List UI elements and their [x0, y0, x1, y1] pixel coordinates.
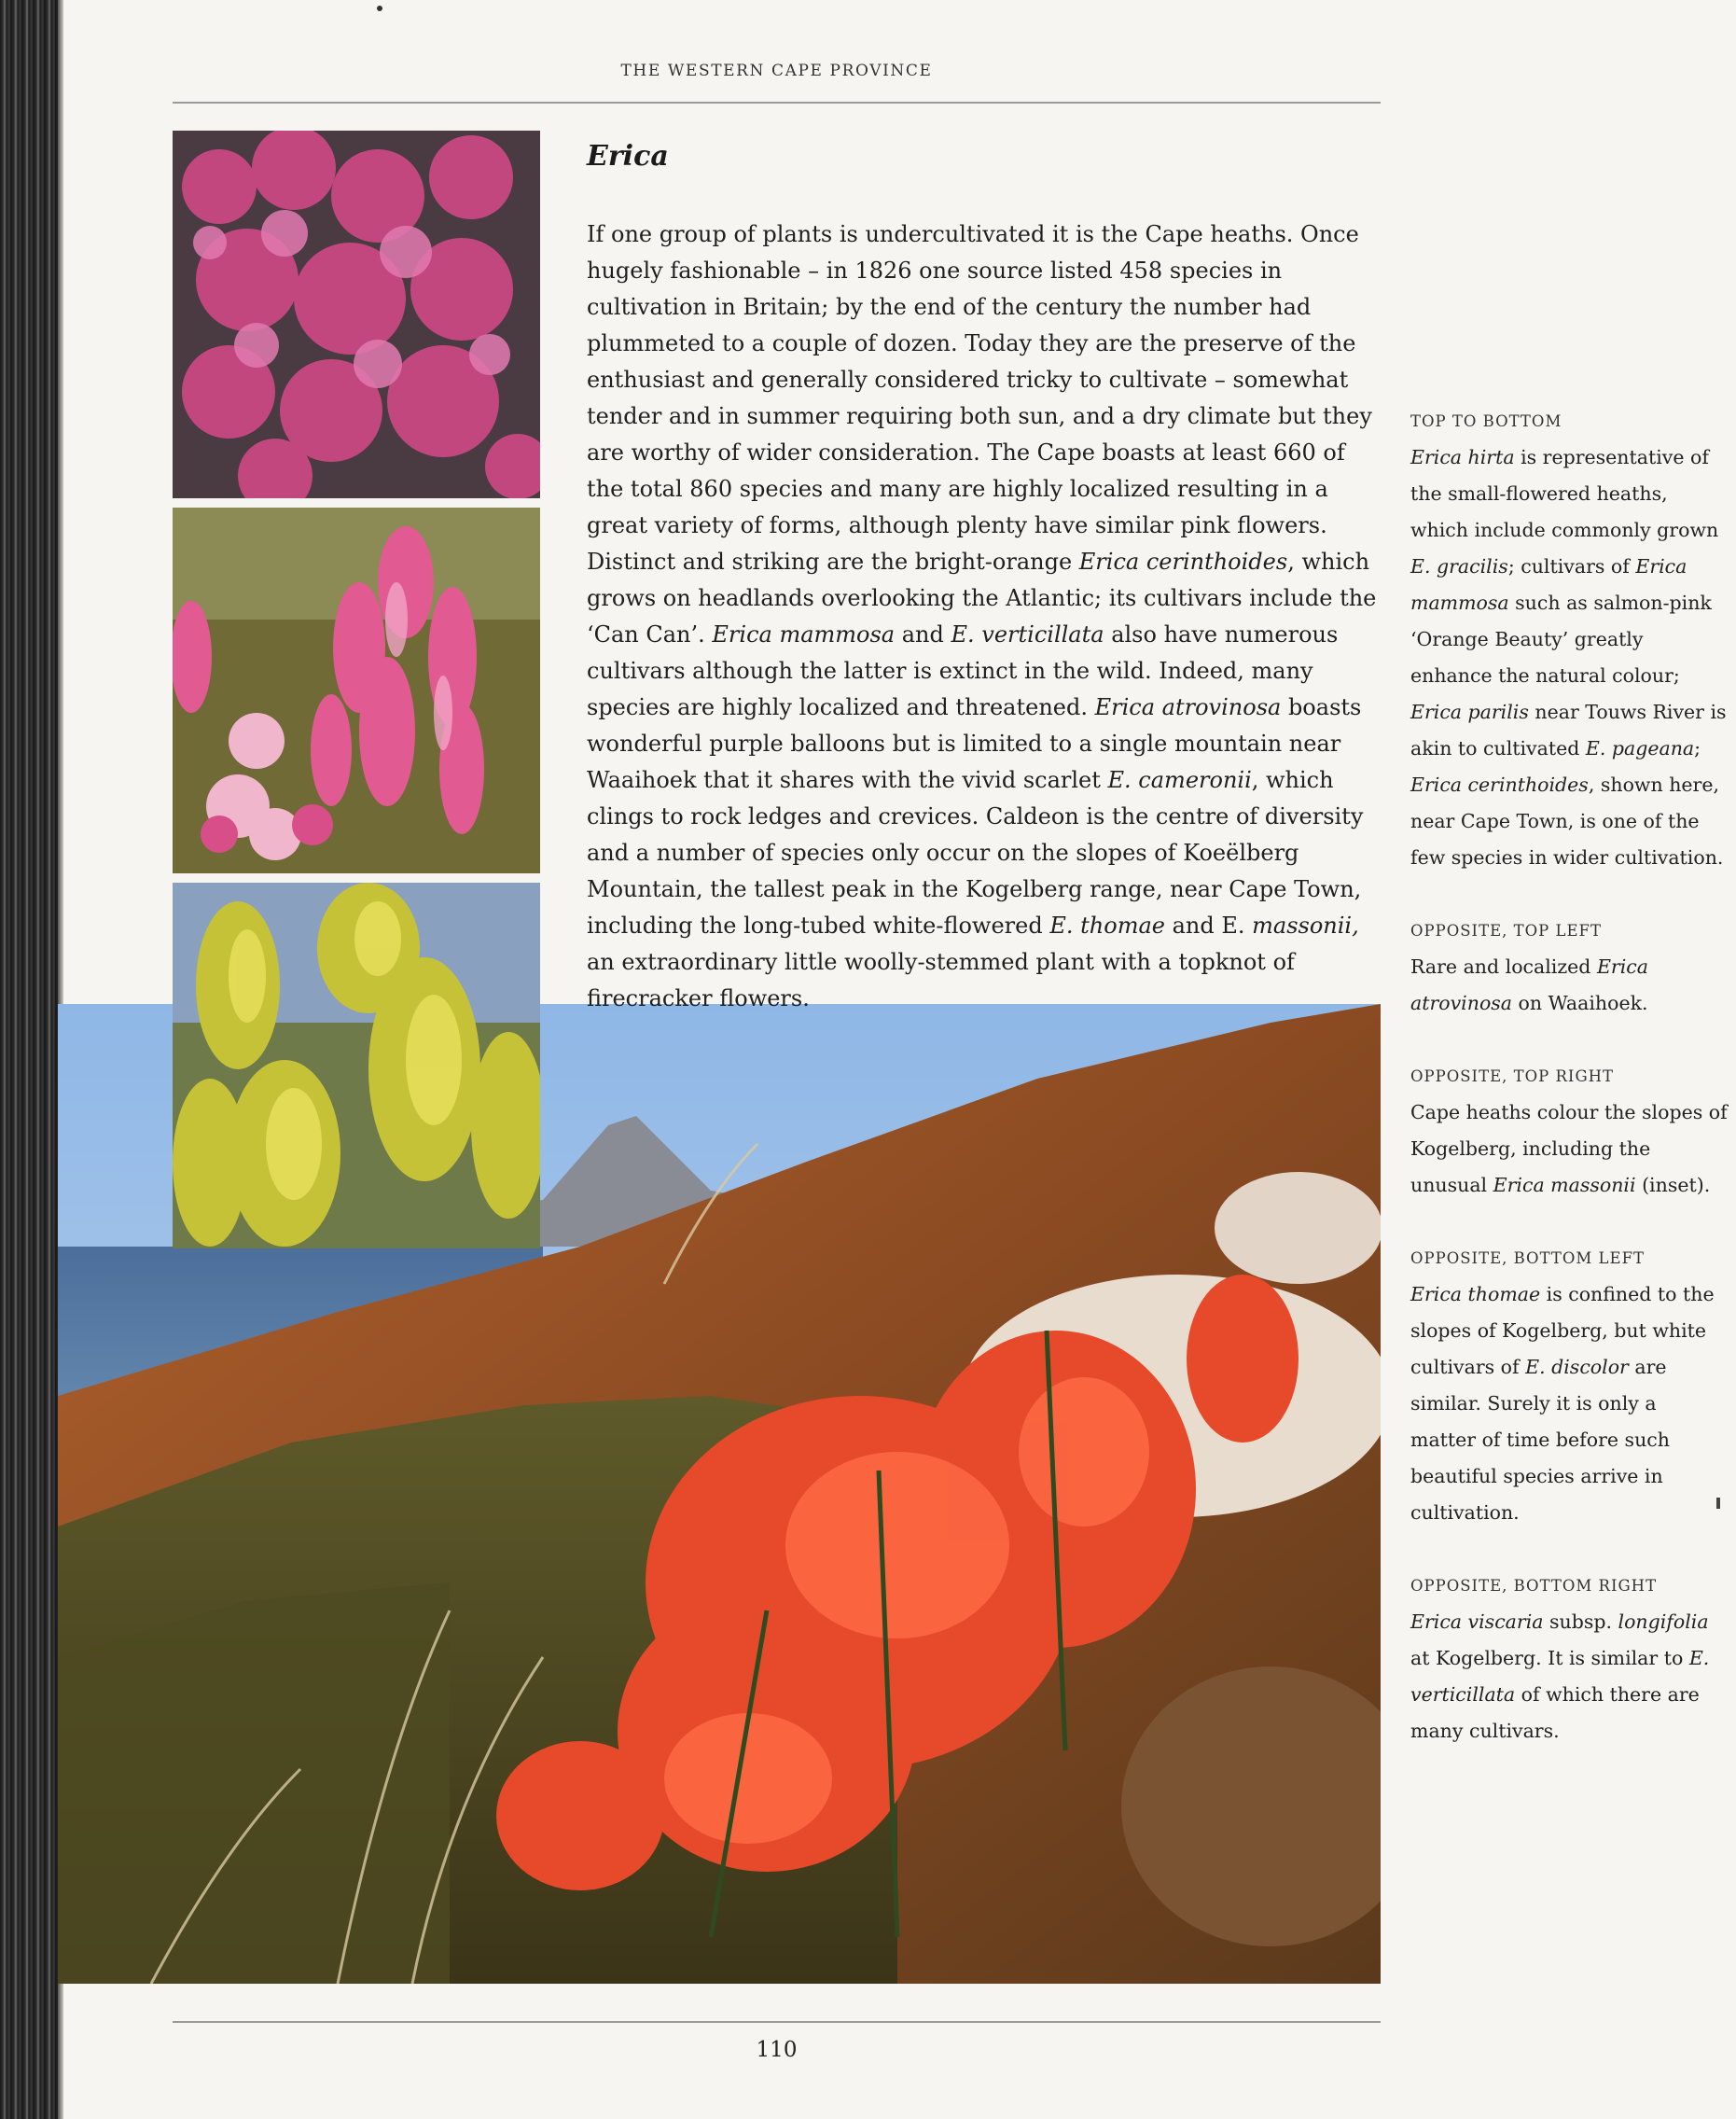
- text-run: (inset).: [1635, 1174, 1711, 1196]
- text-run: ; cultivars of: [1507, 555, 1636, 578]
- caption-text: [1410, 1094, 1728, 1204]
- species-name: Erica atrovinosa: [1094, 694, 1282, 720]
- text-run: and: [895, 621, 951, 648]
- caption-block: [1410, 1568, 1728, 1750]
- caption-heading: TOP TO BOTTOM: [1410, 412, 1562, 430]
- text-run: Cape heaths colour the slopes of Kogelberg, including the unusual: [1410, 1101, 1728, 1196]
- text-run: is representative of the small-flowered heaths, which include commonly grown: [1410, 446, 1719, 541]
- text-run: also have numerous cultivars although the latter is extinct in the wild. Indeed, many species are highly localized and threatened.: [587, 621, 1339, 720]
- photo-erica-hirta: [173, 131, 540, 498]
- caption-column: [1410, 403, 1728, 1786]
- species-name: Erica mammosa: [1410, 555, 1687, 614]
- species-name: E. verticillata: [1410, 1647, 1710, 1706]
- species-name: massonii,: [1252, 913, 1359, 939]
- caption-text: [1410, 439, 1728, 876]
- header-rule: [173, 102, 1381, 104]
- caption-block: [1410, 913, 1728, 1022]
- text-run: an extraordinary little woolly-stemmed plant with a topknot of firecracker flowers.: [587, 949, 1295, 1011]
- article-paragraph: [587, 216, 1383, 1017]
- caption-heading: OPPOSITE, BOTTOM RIGHT: [1410, 1577, 1658, 1595]
- caption-text: [1410, 1276, 1728, 1531]
- text-run: subsp.: [1543, 1610, 1618, 1633]
- species-name: Erica cerinthoides: [1078, 549, 1288, 575]
- caption-heading: OPPOSITE, TOP LEFT: [1410, 922, 1602, 940]
- text-run: near Touws River is akin to cultivated: [1410, 701, 1727, 760]
- text-run: boasts wonderful purple balloons but is limited to a single mountain near Waaihoek that it shares with the vivid scarlet: [587, 694, 1362, 793]
- species-name: Erica hirta: [1410, 446, 1515, 468]
- section-heading: Erica: [587, 140, 669, 173]
- footer-rule: [173, 2021, 1381, 2023]
- text-run: such as salmon-pink ‘Orange Beauty’ greatly enhance the natural colour;: [1410, 592, 1712, 687]
- text-run: on Waaihoek.: [1512, 992, 1648, 1014]
- caption-block: [1410, 1240, 1728, 1531]
- caption-text: [1410, 1604, 1728, 1750]
- running-head: THE WESTERN CAPE PROVINCE: [620, 62, 933, 80]
- text-run: is confined to the slopes of Kogelberg, but white cultivars of: [1410, 1283, 1715, 1378]
- species-name: E. thomae: [1049, 913, 1165, 939]
- species-name: E. cameronii: [1107, 767, 1252, 793]
- page-speck: [377, 6, 382, 11]
- species-name: E. gracilis: [1410, 555, 1508, 578]
- article-body: [587, 216, 1383, 1017]
- species-name: Erica parilis: [1410, 701, 1529, 723]
- text-run: of which there are many cultivars.: [1410, 1683, 1700, 1742]
- species-name: E. verticillata: [951, 621, 1104, 648]
- text-run: ;: [1694, 737, 1701, 760]
- caption-heading: OPPOSITE, TOP RIGHT: [1410, 1067, 1615, 1085]
- photo-erica-mammosa: [173, 508, 540, 873]
- caption-block: [1410, 403, 1728, 876]
- species-name: Erica massonii: [1493, 1174, 1636, 1196]
- page-number: 110: [756, 2038, 798, 2062]
- species-name: E. pageana: [1585, 737, 1695, 760]
- species-name: Erica cerinthoides: [1410, 774, 1589, 796]
- species-name: Erica atrovinosa: [1410, 955, 1648, 1014]
- text-run: at Kogelberg. It is similar to: [1410, 1647, 1689, 1669]
- species-name: longifolia: [1618, 1610, 1709, 1633]
- text-run: , which clings to rock ledges and crevices. Caldeon is the centre of diversity and a number of species only occur on the slopes of Koeëlberg Mountain, the tallest peak in the Kogelberg range, near Cape Town, including the long-tubed white-flowered: [587, 767, 1364, 939]
- caption-heading: OPPOSITE, BOTTOM LEFT: [1410, 1249, 1646, 1267]
- text-run: are similar. Surely it is only a matter of time before such beautiful species arrive in cultivation.: [1410, 1356, 1670, 1524]
- text-run: , shown here, near Cape Town, is one of the few species in wider cultivation.: [1410, 774, 1724, 869]
- text-run: and E.: [1164, 913, 1253, 939]
- species-name: Erica thomae: [1410, 1283, 1541, 1305]
- photo-erica-parilis: [173, 883, 540, 1248]
- species-name: Erica mammosa: [712, 621, 896, 648]
- caption-block: [1410, 1058, 1728, 1204]
- text-run: Rare and localized: [1410, 955, 1597, 978]
- species-name: Erica viscaria: [1410, 1610, 1544, 1633]
- text-run: , which grows on headlands overlooking the Atlantic; its cultivars include the ‘Can Can’.: [587, 549, 1377, 648]
- text-run: If one group of plants is undercultivated it is the Cape heaths. Once hugely fashionable – in 1826 one source listed 458 species in cultivation in Britain; by the end of the century the number had plummeted to a couple of dozen. Today they are the preserve of the enthusiast and generally considered tricky to cultivate – somewhat tender and in summer requiring both sun, and a dry climate but they are worthy of wider consideration. The Cape boasts at least 660 of the total 860 species and many are highly localized resulting in a great variety of forms, although plenty have similar pink flowers. Distinct and striking are the bright-orange: [587, 221, 1372, 575]
- book-spine-gutter: [0, 0, 58, 2119]
- species-name: E. discolor: [1525, 1356, 1629, 1378]
- caption-text: [1410, 949, 1728, 1022]
